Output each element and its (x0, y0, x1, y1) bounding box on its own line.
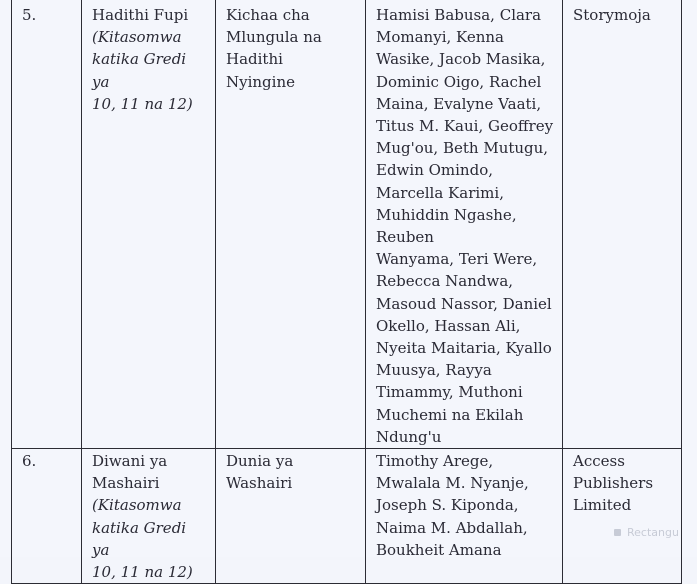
genre-note-line: katika Gredi ya (92, 50, 187, 91)
row-number: 6. (22, 452, 37, 471)
author-line: Timothy Arege, (376, 452, 494, 471)
title-cell (216, 0, 366, 449)
author-line: Titus M. Kaui, Geoffrey (376, 117, 554, 136)
genre-name: Diwani ya (92, 452, 168, 471)
author-line: Muusya, Rayya (376, 361, 492, 380)
genre-note-line: (Kitasomwa (92, 28, 182, 47)
author-line: Timammy, Muthoni (376, 383, 523, 402)
book-list-table (11, 0, 682, 584)
author-line: Joseph S. Kiponda, (376, 496, 519, 515)
author-line: Wasike, Jacob Masika, (376, 50, 546, 69)
title-line: Washairi (226, 474, 293, 493)
author-line: Mwalala M. Nyanje, (376, 474, 529, 493)
author-line: Nyeita Maitaria, Kyallo (376, 339, 552, 358)
genre-note-line: 10, 11 na 12) (92, 563, 193, 582)
publisher-line: Access (573, 452, 625, 471)
genre-cell (82, 0, 216, 449)
genre-note-line: (Kitasomwa (92, 496, 182, 515)
genre-cell (82, 449, 216, 584)
author-line: Ndung'u (376, 427, 442, 446)
author-line: Muhiddin Ngashe, (376, 205, 517, 224)
genre-note-line: 10, 11 na 12) (92, 94, 193, 113)
author-line: Wanyama, Teri Were, (376, 250, 538, 269)
table-row (12, 449, 682, 584)
genre-note-line: katika Gredi ya (92, 518, 187, 559)
title-line: Nyingine (226, 72, 295, 91)
authors-cell (366, 449, 563, 584)
author-line: Naima M. Abdallah, (376, 518, 528, 537)
author-line: Dominic Oigo, Rachel (376, 72, 542, 91)
author-line: Marcella Karimi, (376, 183, 504, 202)
publisher-cell (563, 0, 682, 449)
title-line: Kichaa cha (226, 6, 310, 24)
title-line: Hadithi (226, 50, 283, 69)
author-line: Hamisi Babusa, Clara (376, 6, 542, 24)
rectangle-icon (614, 529, 621, 536)
row-number-cell (12, 0, 82, 449)
author-line: Muchemi na Ekilah (376, 405, 524, 424)
author-line: Boukheit Amana (376, 540, 502, 559)
title-cell (216, 449, 366, 584)
publisher-cell (563, 449, 682, 584)
watermark (614, 526, 679, 539)
genre-name: Hadithi Fupi (92, 6, 189, 24)
table-row (12, 0, 682, 449)
watermark-text: Rectangu (627, 526, 679, 539)
publisher-line: Storymoja (573, 6, 651, 24)
title-line: Dunia ya (226, 452, 294, 471)
author-line: Reuben (376, 228, 434, 247)
authors-cell (366, 0, 563, 449)
publisher-line: Limited (573, 496, 632, 515)
author-line: Maina, Evalyne Vaati, (376, 94, 542, 113)
row-number: 5. (22, 6, 37, 24)
genre-name: Mashairi (92, 474, 160, 493)
author-line: Edwin Omindo, (376, 161, 493, 180)
author-line: Okello, Hassan Ali, (376, 316, 521, 335)
title-line: Mlungula na (226, 28, 322, 47)
publisher-line: Publishers (573, 474, 654, 493)
row-number-cell (12, 449, 82, 584)
author-line: Momanyi, Kenna (376, 28, 504, 47)
author-line: Rebecca Nandwa, (376, 272, 514, 291)
author-line: Mug'ou, Beth Mutugu, (376, 139, 549, 158)
author-line: Masoud Nassor, Daniel (376, 294, 552, 313)
